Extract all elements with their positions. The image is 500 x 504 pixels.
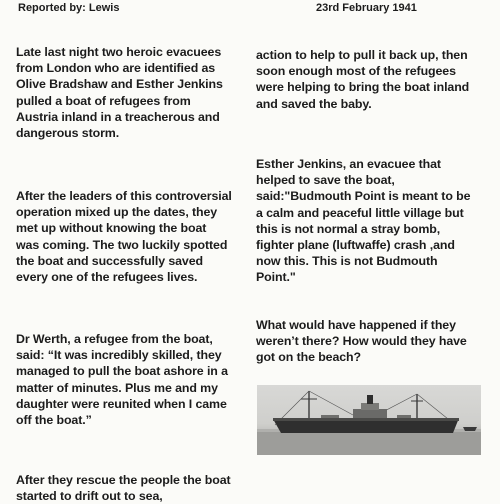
- ship-photo: [257, 385, 481, 455]
- paragraph-question: What would have happened if they weren’t there? How would they have got on the beach?: [256, 318, 467, 365]
- paragraph-leaders-mixup: After the leaders of this controversial operation mixed up the dates, they met up without knowing the boat was coming. The two luckily spotted the boat and successfully saved every one of the refugees lives.: [16, 189, 232, 285]
- article-date: 23rd February 1941: [316, 2, 417, 14]
- paragraph-esther-quote: Esther Jenkins, an evacuee that helped to save the boat, said:"Budmouth Point is meant to be a calm and peaceful little village but this is not normal a stray bomb, fighter plane (luftwaffe) crash ,and now this. This is not Budmouth Point.": [256, 157, 471, 285]
- paragraph-boat-drift: After they rescue the people the boat started to drift out to sea,: [16, 473, 231, 504]
- ship-illustration: [257, 385, 481, 455]
- paragraph-dr-werth-quote: Dr Werth, a refugee from the boat, said: “It was incredibly skilled, they managed to pull the boat ashore in a matter of minutes. Plus me and my daughter were reunited when I came off the boat.”: [16, 332, 228, 428]
- paragraph-rescue-intro: Late last night two heroic evacuees from London who are identified as Olive Bradshaw and Esther Jenkins pulled a boat of refugees from Austria inland in a treacherous and dangerous storm.: [16, 45, 223, 141]
- paragraph-pull-back: action to help to pull it back up, then soon enough most of the refugees were helping to bring the boat inland and saved the baby.: [256, 48, 470, 111]
- reporter-byline: Reported by: Lewis: [18, 2, 120, 14]
